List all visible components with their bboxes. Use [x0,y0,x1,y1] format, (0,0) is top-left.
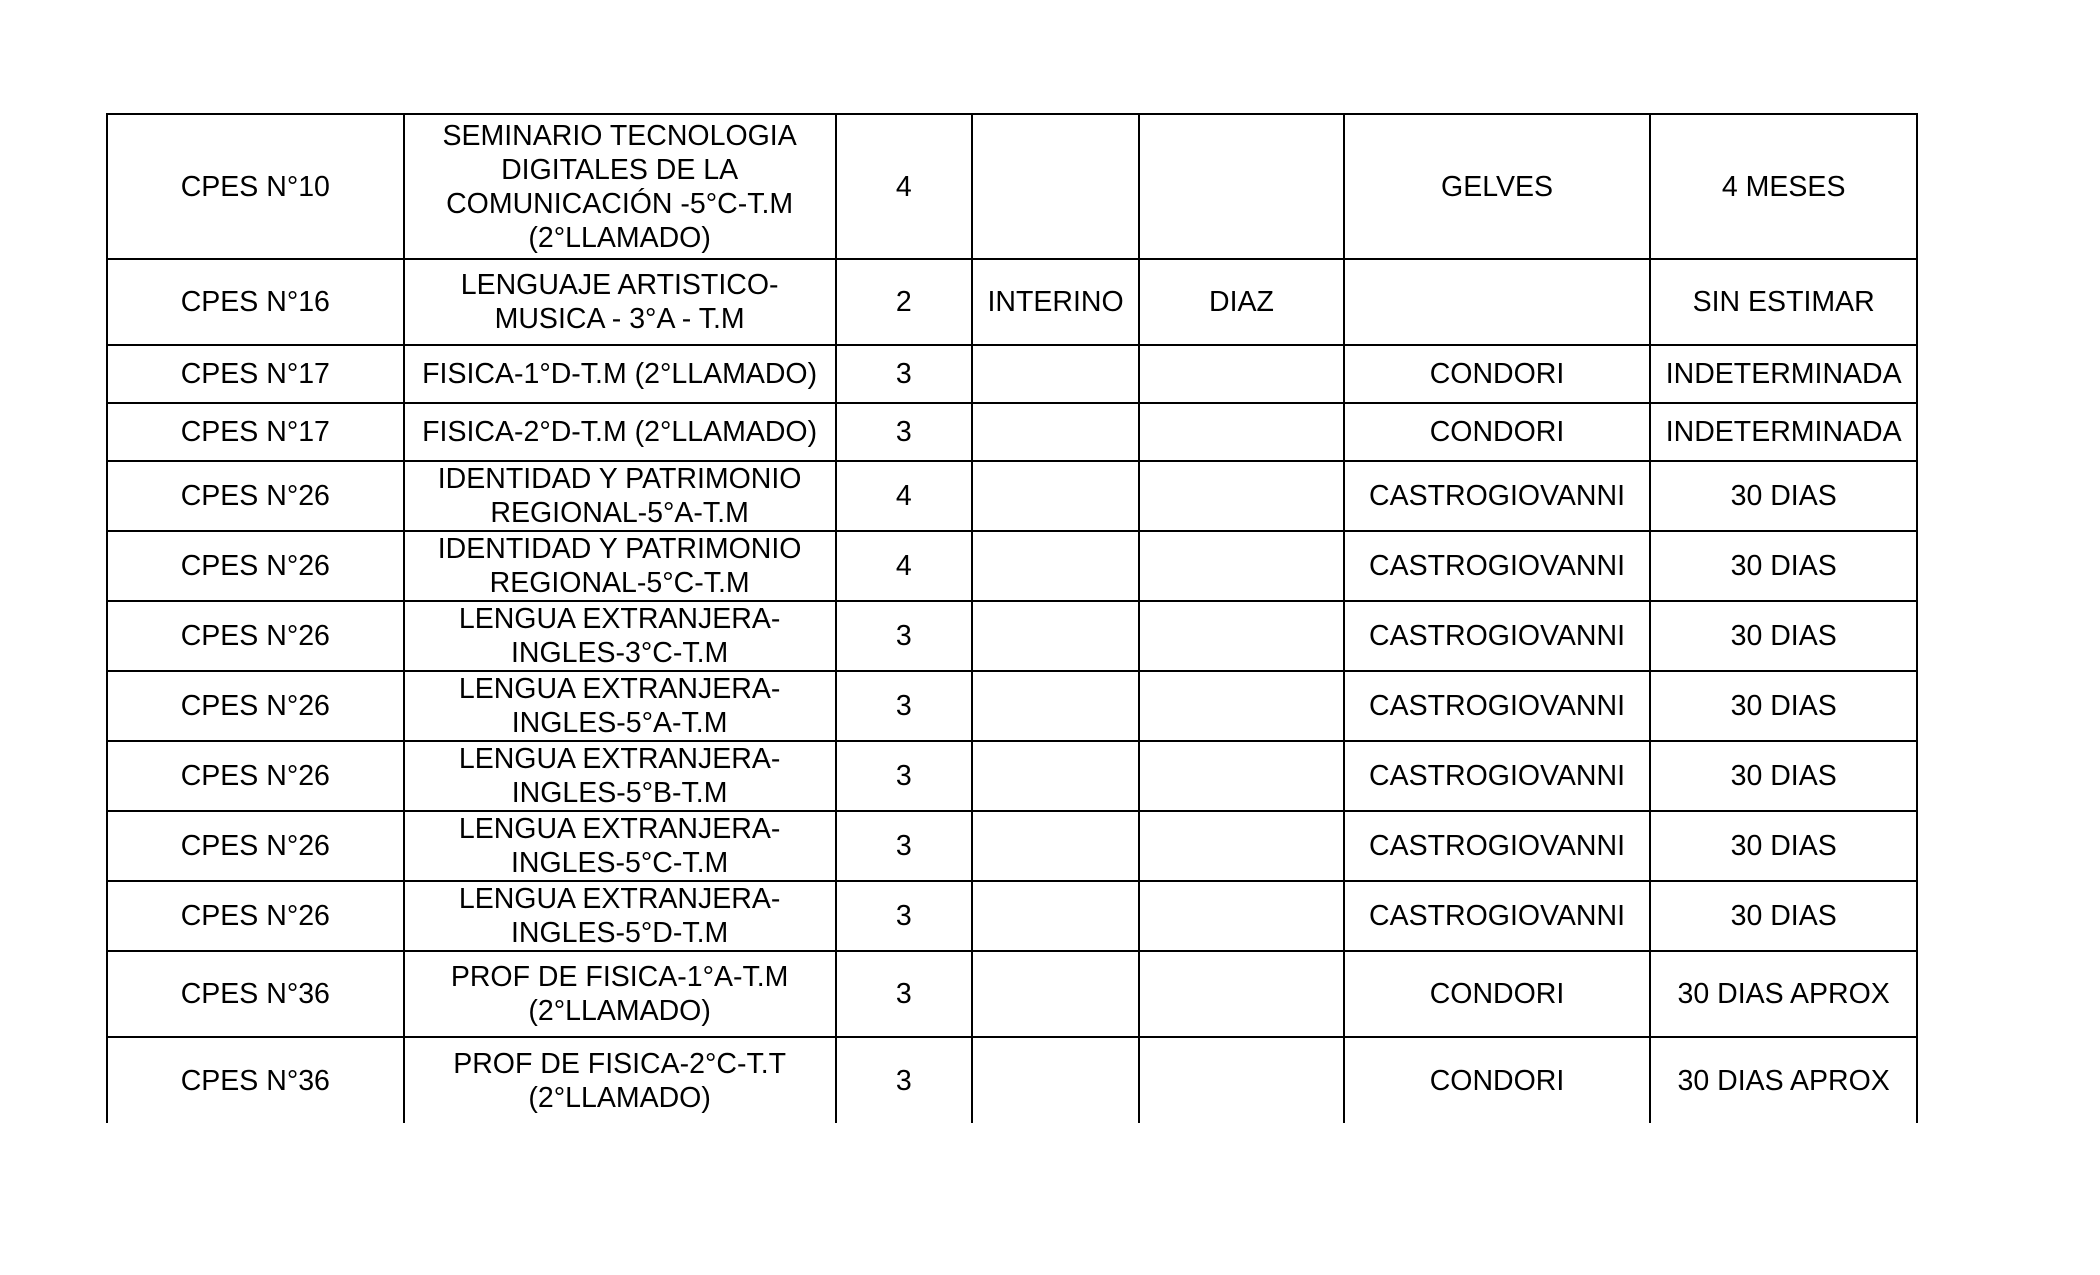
hours-cell: 4 [836,531,972,601]
teacher-cell: GELVES [1344,114,1651,259]
type-cell [972,601,1139,671]
school-cell: CPES N°17 [107,403,404,461]
duration-cell: 30 DIAS [1650,881,1917,951]
type-cell [972,345,1139,403]
duration-cell: SIN ESTIMAR [1650,259,1917,345]
duration-cell: INDETERMINADA [1650,345,1917,403]
table-row [107,601,1917,671]
table-row [107,951,1917,1037]
subject-cell: LENGUA EXTRANJERA-INGLES-5°A-T.M [404,671,836,741]
teacher-cell: CASTROGIOVANNI [1344,601,1651,671]
table-row [107,345,1917,403]
hours-cell: 3 [836,345,972,403]
name-cell [1139,461,1343,531]
school-cell: CPES N°26 [107,461,404,531]
duration-cell: 30 DIAS [1650,461,1917,531]
teacher-cell: CASTROGIOVANNI [1344,741,1651,811]
table-row [107,403,1917,461]
subject-cell: FISICA-2°D-T.M (2°LLAMADO) [404,403,836,461]
duration-cell: 30 DIAS [1650,601,1917,671]
subject-cell: SEMINARIO TECNOLOGIA DIGITALES DE LA COMUNICACIÓN -5°C-T.M (2°LLAMADO) [404,114,836,259]
hours-cell: 2 [836,259,972,345]
school-cell: CPES N°26 [107,601,404,671]
type-cell: INTERINO [972,259,1139,345]
school-cell: CPES N°36 [107,951,404,1037]
subject-cell: FISICA-1°D-T.M (2°LLAMADO) [404,345,836,403]
name-cell [1139,881,1343,951]
name-cell [1139,741,1343,811]
duration-cell: INDETERMINADA [1650,403,1917,461]
hours-cell: 3 [836,671,972,741]
school-cell: CPES N°26 [107,881,404,951]
teacher-cell: CONDORI [1344,345,1651,403]
type-cell [972,671,1139,741]
teacher-cell [1344,259,1651,345]
school-cell: CPES N°17 [107,345,404,403]
school-cell: CPES N°26 [107,531,404,601]
type-cell [972,461,1139,531]
table-row [107,1037,1917,1123]
table-row [107,741,1917,811]
hours-cell: 4 [836,461,972,531]
name-cell [1139,951,1343,1037]
teacher-cell: CASTROGIOVANNI [1344,461,1651,531]
type-cell [972,811,1139,881]
teacher-cell: CONDORI [1344,1037,1651,1123]
duration-cell: 30 DIAS APROX [1650,1037,1917,1123]
hours-cell: 3 [836,741,972,811]
type-cell [972,741,1139,811]
hours-cell: 3 [836,1037,972,1123]
table-row [107,531,1917,601]
duration-cell: 30 DIAS APROX [1650,951,1917,1037]
subject-cell: LENGUA EXTRANJERA-INGLES-3°C-T.M [404,601,836,671]
type-cell [972,531,1139,601]
table-row [107,881,1917,951]
duration-cell: 30 DIAS [1650,741,1917,811]
hours-cell: 3 [836,601,972,671]
name-cell [1139,531,1343,601]
school-cell: CPES N°16 [107,259,404,345]
name-cell [1139,403,1343,461]
hours-cell: 3 [836,403,972,461]
table-row [107,114,1917,259]
name-cell [1139,114,1343,259]
teacher-cell: CASTROGIOVANNI [1344,811,1651,881]
duration-cell: 30 DIAS [1650,531,1917,601]
type-cell [972,951,1139,1037]
subject-cell: LENGUA EXTRANJERA-INGLES-5°D-T.M [404,881,836,951]
name-cell [1139,345,1343,403]
name-cell [1139,811,1343,881]
type-cell [972,1037,1139,1123]
subject-cell: PROF DE FISICA-2°C-T.T (2°LLAMADO) [404,1037,836,1123]
vacancy-table [106,113,1918,1123]
name-cell [1139,1037,1343,1123]
duration-cell: 4 MESES [1650,114,1917,259]
name-cell [1139,601,1343,671]
school-cell: CPES N°36 [107,1037,404,1123]
subject-cell: LENGUA EXTRANJERA-INGLES-5°B-T.M [404,741,836,811]
hours-cell: 3 [836,811,972,881]
hours-cell: 4 [836,114,972,259]
type-cell [972,403,1139,461]
subject-cell: LENGUA EXTRANJERA-INGLES-5°C-T.M [404,811,836,881]
duration-cell: 30 DIAS [1650,811,1917,881]
name-cell: DIAZ [1139,259,1343,345]
table-row [107,461,1917,531]
subject-cell: PROF DE FISICA-1°A-T.M (2°LLAMADO) [404,951,836,1037]
subject-cell: IDENTIDAD Y PATRIMONIO REGIONAL-5°C-T.M [404,531,836,601]
teacher-cell: CASTROGIOVANNI [1344,671,1651,741]
name-cell [1139,671,1343,741]
duration-cell: 30 DIAS [1650,671,1917,741]
table-row [107,259,1917,345]
subject-cell: LENGUAJE ARTISTICO-MUSICA - 3°A - T.M [404,259,836,345]
school-cell: CPES N°10 [107,114,404,259]
school-cell: CPES N°26 [107,671,404,741]
school-cell: CPES N°26 [107,741,404,811]
hours-cell: 3 [836,881,972,951]
teacher-cell: CASTROGIOVANNI [1344,531,1651,601]
type-cell [972,114,1139,259]
table-row [107,671,1917,741]
hours-cell: 3 [836,951,972,1037]
subject-cell: IDENTIDAD Y PATRIMONIO REGIONAL-5°A-T.M [404,461,836,531]
school-cell: CPES N°26 [107,811,404,881]
table-row [107,811,1917,881]
teacher-cell: CASTROGIOVANNI [1344,881,1651,951]
teacher-cell: CONDORI [1344,403,1651,461]
type-cell [972,881,1139,951]
teacher-cell: CONDORI [1344,951,1651,1037]
